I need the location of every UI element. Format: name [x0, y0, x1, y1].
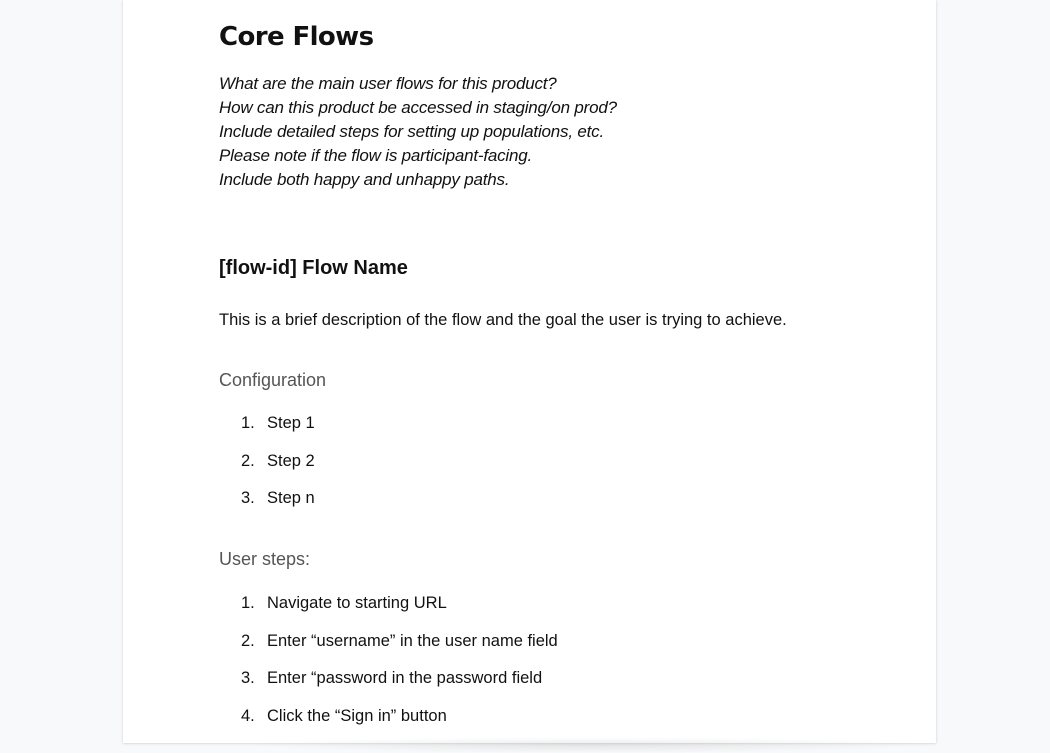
step-number: 2.: [241, 452, 267, 490]
list-item: [241, 452, 315, 490]
step-text: Enter “password in the password field: [267, 669, 542, 707]
intro-prompts: [219, 72, 617, 192]
doc-title: Core Flows: [219, 22, 373, 52]
step-text: Navigate to starting URL: [267, 594, 447, 632]
step-text: Click the “Sign in” button: [267, 707, 447, 744]
document-page: [123, 0, 936, 743]
step-text: Step n: [267, 489, 315, 527]
intro-line: Please note if the flow is participant-facing.: [219, 144, 617, 168]
intro-line: Include detailed steps for setting up populations, etc.: [219, 120, 617, 144]
configuration-heading: Configuration: [219, 370, 326, 391]
list-item: [241, 414, 315, 452]
list-item: [241, 632, 558, 670]
intro-line: Include both happy and unhappy paths.: [219, 168, 617, 192]
step-number: 1.: [241, 594, 267, 632]
page-bottom-shadow: [240, 737, 940, 753]
step-number: 1.: [241, 414, 267, 452]
step-number: 2.: [241, 632, 267, 670]
configuration-steps: [241, 414, 315, 527]
list-item: [241, 669, 558, 707]
intro-line: What are the main user flows for this product?: [219, 72, 617, 96]
flow-description: This is a brief description of the flow and the goal the user is trying to achieve.: [219, 311, 787, 330]
step-number: 4.: [241, 707, 267, 744]
step-text: Step 1: [267, 414, 315, 452]
list-item: [241, 594, 558, 632]
intro-line: How can this product be accessed in staging/on prod?: [219, 96, 617, 120]
step-number: 3.: [241, 489, 267, 527]
list-item: [241, 489, 315, 527]
user-steps: [241, 594, 558, 743]
flow-title: [flow-id] Flow Name: [219, 257, 408, 280]
user-steps-heading: User steps:: [219, 549, 310, 570]
step-text: Step 2: [267, 452, 315, 490]
step-number: 3.: [241, 669, 267, 707]
step-text: Enter “username” in the user name field: [267, 632, 558, 670]
